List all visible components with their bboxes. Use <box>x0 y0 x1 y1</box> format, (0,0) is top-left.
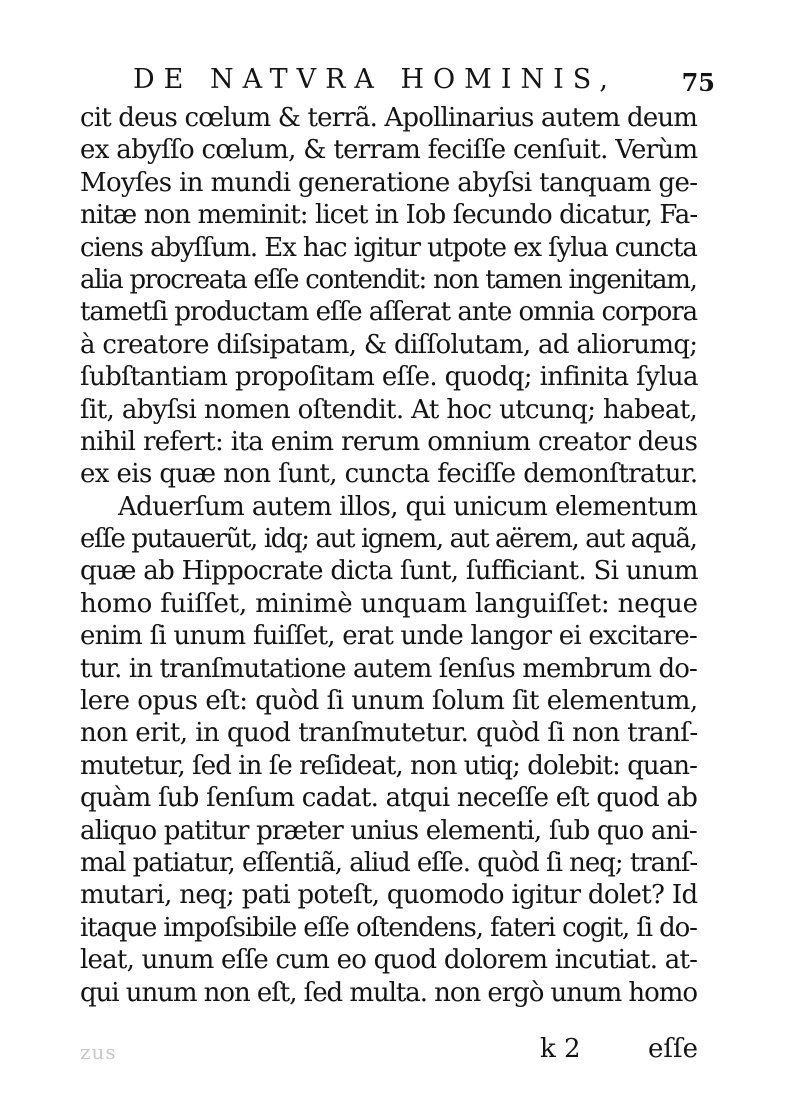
text-line: à creatore diſsipatam, & diſſolutam, ad aliorumq; <box>80 329 698 360</box>
text-line: ex abyſſo cœlum, & terram feciſſe cenſuit. Verùm <box>80 135 698 166</box>
text-line: quàm ſub ſenſum cadat. atqui neceſſe eſt quod ab <box>80 783 698 814</box>
text-line: ſubſtantiam propoſitam eſſe. quodq; infinita ſylua <box>80 362 698 393</box>
text-line: qui unum non eſt, ſed multa. non ergò unum homo <box>80 977 697 1008</box>
text-line: itaque impoſsibile eſſe oſtendens, fateri cogit, ſi do- <box>80 912 697 943</box>
text-line: non erit, in quod tranſmutetur. quòd ſi non tranſ- <box>80 718 698 749</box>
text-line: mutari, neq; pati poteſt, quomodo igitur dolet? Id <box>80 880 698 911</box>
text-line: leat, unum eſſe cum eo quod dolorem incutiat. at- <box>80 945 698 976</box>
page-number: 75 <box>681 68 715 97</box>
text-line: nihil refert: ita enim rerum omnium creator deus <box>80 426 698 457</box>
text-line: tametſi productam eſſe aſſerat ante omnia corpora <box>80 297 698 328</box>
text-line: lere opus eſt: quòd ſi unum ſolum ſit elementum, <box>80 686 698 717</box>
bleed-through-text: zus <box>80 1040 117 1064</box>
signature-mark: k 2 <box>540 1034 581 1064</box>
catchline <box>80 1034 698 1068</box>
text-line: ex eis quæ non ſunt, cuncta feciſſe demonſtratur. <box>80 459 698 490</box>
text-line: ciens abyſſum. Ex hac igitur utpote ex ſylua cuncta <box>80 232 697 263</box>
text-line: Moyſes in mundi generatione abyſsi tanquam ge- <box>80 167 698 198</box>
running-title: DE NATVRA HOMINIS, <box>133 64 617 95</box>
text-line: mutetur, ſed in ſe reſideat, non utiq; dolebit: quan- <box>80 750 697 781</box>
text-line: alia procreata eſſe contendit: non tamen ingenitam, <box>80 264 697 295</box>
text-line: aliquo patitur præter unius elementi, ſub quo ani- <box>80 815 698 846</box>
text-line: mal patiatur, eſſentiã, aliud eſſe. quòd ſi neq; tranſ- <box>80 847 698 878</box>
text-line: cit deus cœlum & terrã. Apollinarius autem deum <box>80 103 698 133</box>
text-line: Aduerſum autem illos, qui unicum elementum <box>118 491 698 522</box>
text-line: nitæ non meminit: licet in Iob ſecundo dicatur, Fa- <box>80 200 698 231</box>
text-line: tur. in tranſmutatione autem ſenſus membrum do- <box>80 653 697 684</box>
text-line: ſit, abyſsi nomen oſtendit. At hoc utcunq; habeat, <box>80 394 698 425</box>
text-line: enim ſi unum fuiſſet, erat unde langor ei excitare- <box>80 621 698 652</box>
text-line: homo fuiſſet, minimè unquam languiſſet: neque <box>80 588 698 619</box>
text-line: eſſe putauerũt, idq; aut ignem, aut aërem, aut aquã, <box>80 524 697 555</box>
text-line: quæ ab Hippocrate dicta ſunt, ſufficiant. Si unum <box>80 556 698 587</box>
text-block <box>80 102 706 1009</box>
running-head <box>105 64 715 104</box>
catchword: eſſe <box>647 1034 698 1064</box>
